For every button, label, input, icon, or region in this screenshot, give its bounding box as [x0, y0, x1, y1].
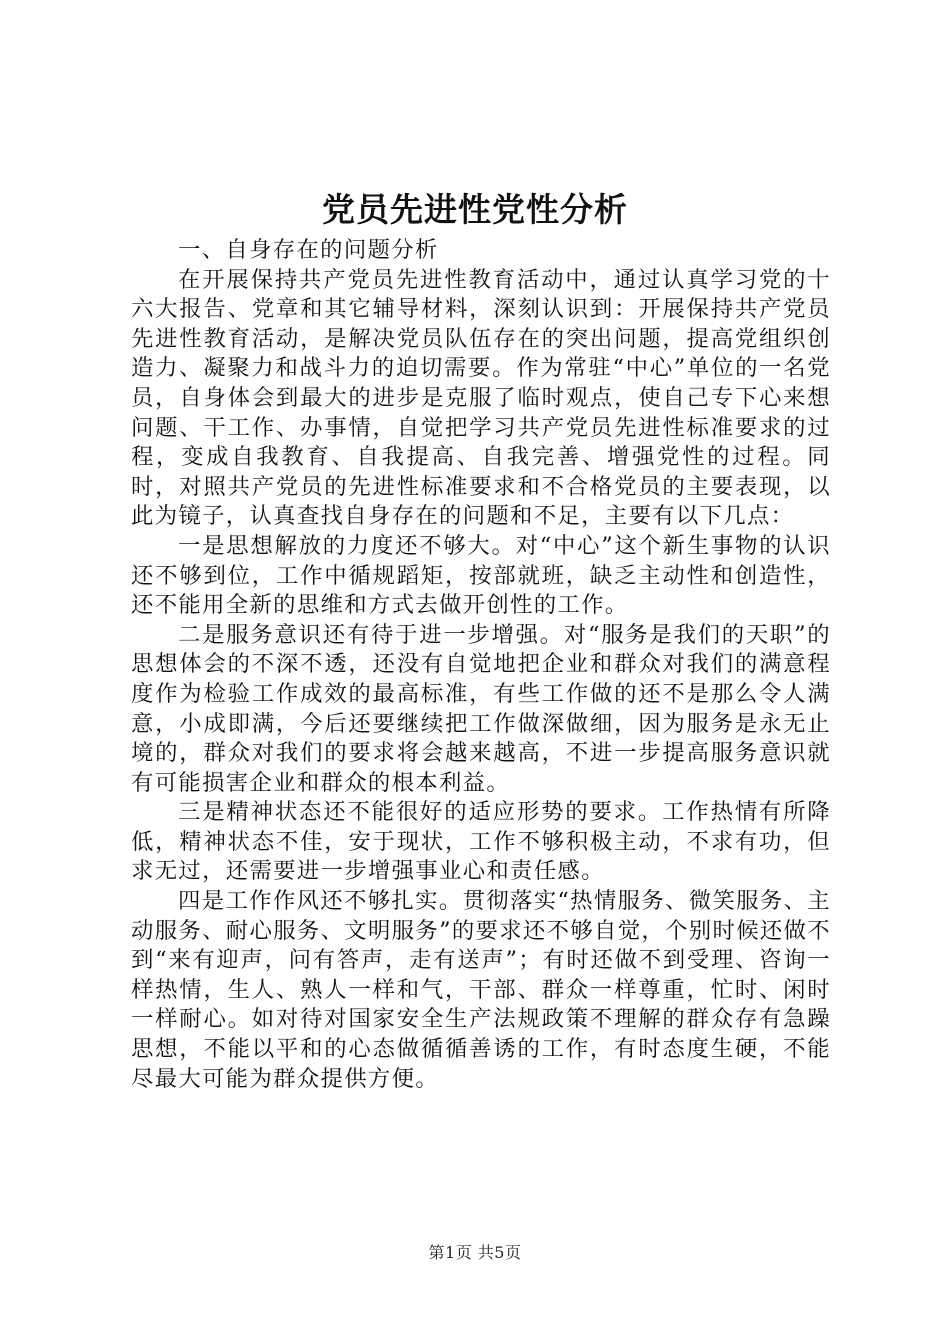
body-paragraph: 一是思想解放的力度还不够大。对“中心”这个新生事物的认识还不够到位，工作中循规蹈矩，按部就班，缺乏主动性和创造性，还不能用全新的思维和方式去做开创性的工作。: [131, 532, 831, 619]
body-paragraph: 三是精神状态还不能很好的适应形势的要求。工作热情有所降低，精神状态不佳，安于现状，工作不够积极主动，不求有功，但求无过，还需要进一步增强事业心和责任感。: [131, 799, 831, 885]
body-paragraph: 二是服务意识还有待于进一步增强。对“服务是我们的天职”的思想体会的不深不透，还没有自觉地把企业和群众对我们的满意程度作为检验工作成效的最高标准，有些工作做的还不是那么令人满意，小成即满，今后还要继续把工作做深做细，因为服务是永无止境的，群众对我们的要求将会越来越高，不进一步提高服务意识就有可能损害企业和群众的根本利益。: [131, 621, 831, 796]
body-paragraph: 在开展保持共产党员先进性教育活动中，通过认真学习党的十六大报告、党章和其它辅导材料，深刻认识到：开展保持共产党员先进性教育活动，是解决党员队伍存在的突出问题，提高党组织创造力、凝聚力和战斗力的迫切需要。作为常驻“中心”单位的一名党员，自身体会到最大的进步是克服了临时观点，使自己专下心来想问题、干工作、办事情，自觉把学习共产党员先进性标准要求的过程，变成自我教育、自我提高、自我完善、增强党性的过程。同时，对照共产党员的先进性标准要求和不合格党员的主要表现，以此为镜子，认真查找自身存在的问题和不足，主要有以下几点：: [131, 266, 831, 530]
section-heading: 一、自身存在的问题分析: [178, 237, 439, 263]
document-title: 党员先进性党性分析: [322, 190, 628, 229]
document-body: [131, 236, 831, 1094]
body-paragraph: 四是工作作风还不够扎实。贯彻落实“热情服务、微笑服务、主动服务、耐心服务、文明服务”的要求还不够自觉，个别时候还做不到“来有迎声，问有答声，走有送声”；有时还做不到受理、咨询一样热情，生人、熟人一样和气，干部、群众一样尊重，忙时、闲时一样耐心。如对待对国家安全生产法规政策不理解的群众存有急躁思想，不能以平和的心态做循循善诱的工作，有时态度生硬，不能尽最大可能为群众提供方便。: [131, 888, 831, 1092]
page-number-footer: 第1页 共5页: [428, 1243, 522, 1262]
